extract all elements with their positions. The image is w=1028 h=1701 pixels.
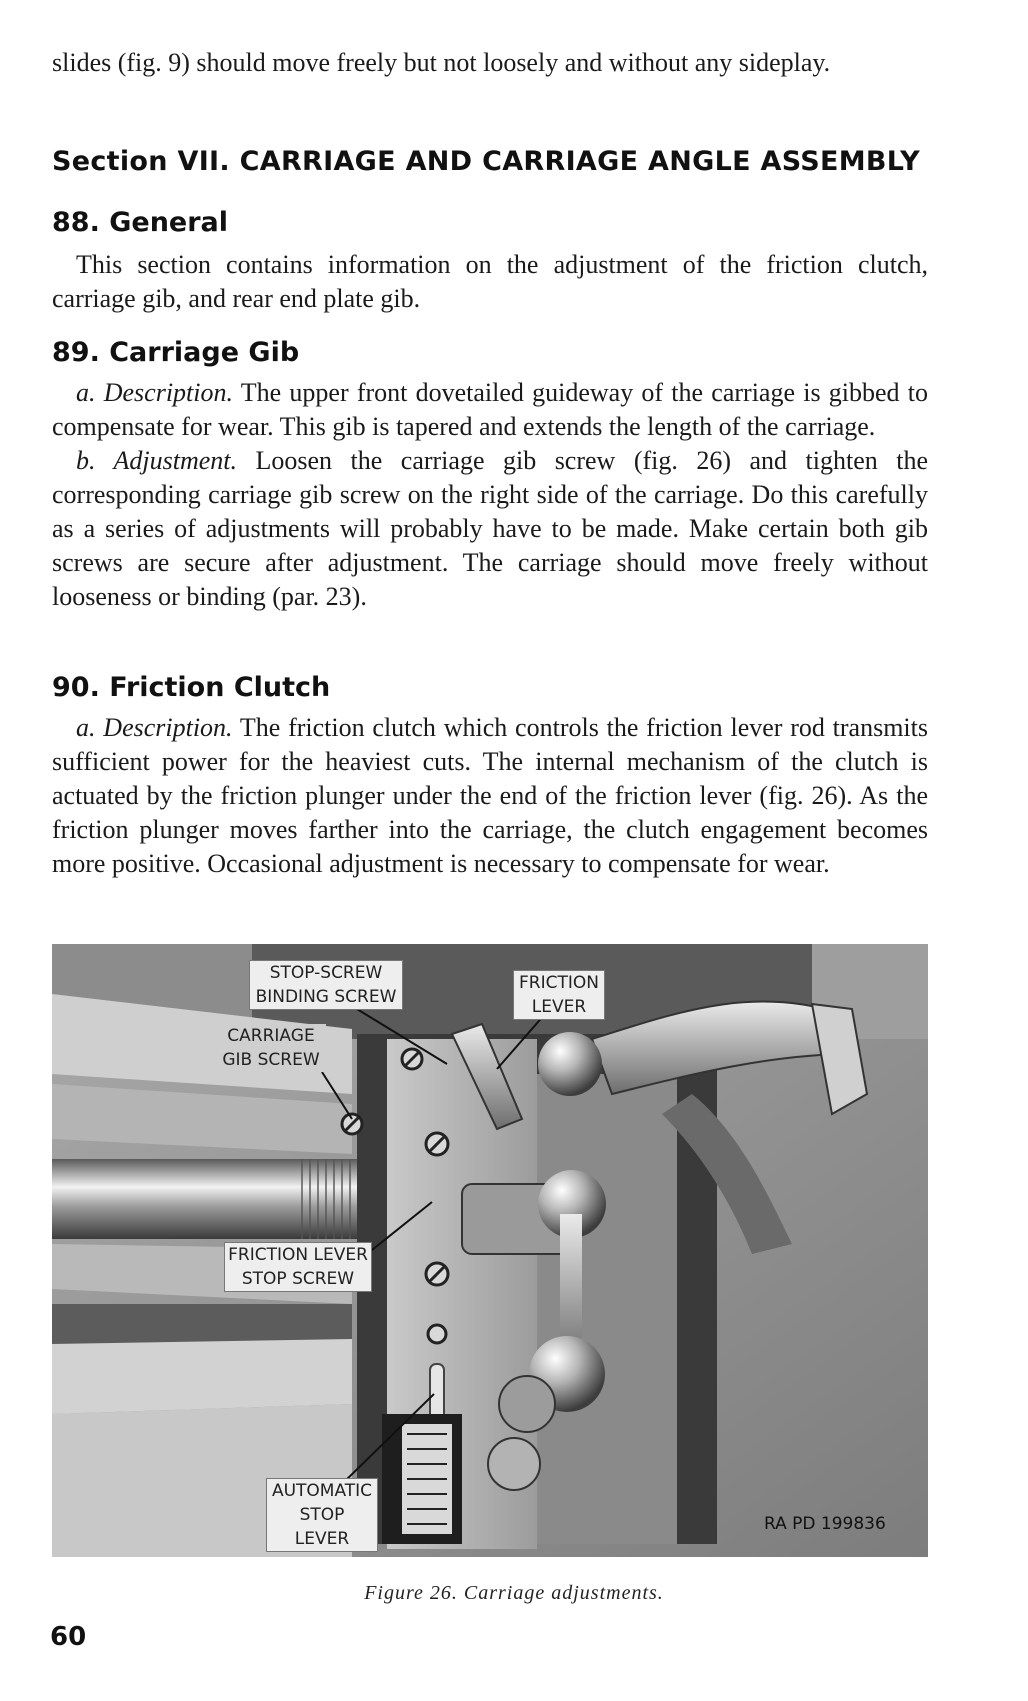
paragraph-90a-text: The friction clutch which controls the friction lever rod transmits sufficient power for the heaviest cuts. The internal mechanism of the clutch is actuated by the friction plunger under the end of the friction lever (fig. 26). As the friction plunger moves farther into the carriage, the clutch engagement becomes more positive. Occasional adjustment is necessary to compensate for wear.: [52, 713, 928, 878]
paragraph-90-heading: 90. Friction Clutch: [52, 672, 331, 703]
label-fl-stop-line1: FRICTION LEVER: [228, 1245, 368, 1265]
intro-block: [52, 46, 928, 80]
figure-caption: Figure 26. Carriage adjustments.: [364, 1582, 664, 1604]
label-stop-screw-binding-screw: [249, 960, 403, 1010]
label-auto-stop-line2: STOP LEVER: [294, 1505, 350, 1549]
paragraph-88: [52, 207, 928, 316]
label-friction-lever: [513, 970, 605, 1020]
label-friction-lever-line1: FRICTION: [519, 973, 599, 993]
label-carriage-gib-line1: CARRIAGE: [227, 1026, 315, 1046]
label-friction-lever-line2: LEVER: [531, 997, 587, 1017]
section-heading: Section VII. CARRIAGE AND CARRIAGE ANGLE ASSEMBLY: [52, 146, 920, 177]
label-automatic-stop-lever: [266, 1478, 378, 1552]
paragraph-89a-text: The upper front dovetailed guideway of the carriage is gibbed to compensate for wear. This gib is tapered and extends the length of the carriage.: [52, 378, 929, 441]
paragraph-89b-label: b. Adjustment.: [76, 446, 238, 475]
label-friction-lever-stop-screw: [224, 1242, 372, 1292]
label-carriage-gib-line2: GIB SCREW: [222, 1050, 320, 1070]
paragraph-89a: [52, 376, 928, 444]
section-heading-block: [52, 146, 928, 177]
paragraph-89a-label: a. Description.: [76, 378, 233, 407]
paragraph-90a-label: a. Description.: [76, 713, 233, 742]
paragraph-89: [52, 337, 928, 614]
paragraph-90a: [52, 711, 928, 881]
label-stop-screw-line1: STOP-SCREW: [269, 963, 383, 983]
figure-26-photo: [52, 944, 928, 1557]
label-carriage-gib-screw: [216, 1024, 326, 1072]
label-stop-screw-line2: BINDING SCREW: [255, 987, 397, 1007]
paragraph-88-heading: 88. General: [52, 207, 229, 238]
label-auto-stop-line1: AUTOMATIC: [271, 1481, 373, 1501]
intro-paragraph: slides (fig. 9) should move freely but not loosely and without any sideplay.: [52, 48, 831, 77]
figure-reference-number: RA PD 199836: [764, 1514, 886, 1534]
paragraph-90: [52, 672, 928, 881]
paragraph-89b-text: Loosen the carriage gib screw (fig. 26) and tighten the corresponding carriage gib screw on the right side of the carriage. Do this carefully as a series of adjustments will probably have to be made. Make certain both gib screws are secure after adjustment. The carriage should move freely without looseness or binding (par. 23).: [52, 446, 928, 611]
carriage-illustration: [52, 944, 928, 1557]
paragraph-89b: [52, 444, 928, 614]
paragraph-88-text: This section contains information on the adjustment of the friction clutch, carriage gib, and rear end plate gib.: [52, 250, 928, 313]
label-fl-stop-line2: STOP SCREW: [241, 1269, 355, 1289]
paragraph-89-heading: 89. Carriage Gib: [52, 337, 300, 368]
page-number: 60: [50, 1622, 87, 1652]
